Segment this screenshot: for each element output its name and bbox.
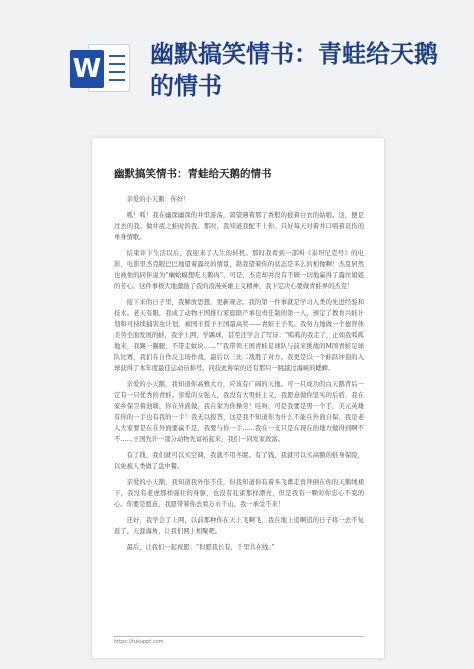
- page-title: 幽默搞笑情书：青蛙给天鹅的情书: [150, 40, 438, 100]
- paragraph: 呱！呱！我在幽深幽深的井里游荡，渴望遇着那了香般的披着白衣的姑娘。这，便是过去的我。做井底之蛙时的我。那时，我知道我配不上你。只好每天对着井口唱着哀伤的单身情歌。: [114, 212, 364, 241]
- paragraph: 有了钱，我们就可以买空调，我就不用冬眠。有了钱，我就可以买高额的蛙身保险，以免被人类做了盘中餐。: [114, 452, 364, 470]
- page-header: [0, 0, 474, 125]
- paragraph: 还好，我学会了上网，以前那种你在天上飞啊飞，我在地上追啊追的日子将一去不复返了。天涯海角，让我们网上相聚吧。: [114, 517, 364, 535]
- document-page: [92, 138, 384, 658]
- paragraph: 结束井下生活以后，我迎来了人生的转机。那时我看到一部叫《泰坦尼克号》的电影，电影里杰克眼巴巴地望着露丝的情景，勘我望着你的状态是多么的相像啊！杰克居然也被他的同伴说为“癞蛤蟆想吃天鹅肉”，可是，杰克却并没有不顾一切地赢得了露丝姐姐的芳心。这件事极大地激励了我的浪漫英雄主义精神，我下定决心要做青蛙界的杰克！: [114, 250, 364, 290]
- paragraph: 亲爱的小天鹅：你好！: [126, 196, 190, 203]
- word-w-letter: W: [70, 50, 104, 88]
- paragraph: 亲爱的小天鹅，我知道我外形不佳，但我知道你有着多飞禽走兽拜倒在你的天鹅绒裙下，我没有老虎那样强壮的身躯，也没有孔雀那样漂亮，但是我有一颗对你忠心不变的心。你要是愿意，我愿带着你去看万水千山，我一承受不来！: [114, 479, 364, 508]
- paragraph: 接下来的日子里，我解放思想，更新观念。我的第一件事就是学习人类的先进经验和技术。老天有眼，我成了动物王国推行家庭联产承包责任制的第一人，颁定了教育兴蛙计划和可持续捕害虫计划，被国王授予王国最高奖——青蛙王子奖。我努力地做一个德智体美劳全面发展的蛙，我学上网，学踢球，甚至还学会了写诗：“呱呱的我走了，正如我呱呱地来，我踢一踢腿，不带走蚊块……”“我带领王国青蛙足球队与前来挑战的M国青蛙足球队比赛，我们在自作反主场作战，最后以三比二战胜了对方。我更是以一个蛙跃冲顶的入球获得了本年度最佳运动员称号。同技此称荣的还有那只一跳越过海峡的蟋蟀。: [114, 299, 364, 372]
- word-document-icon: [70, 38, 132, 98]
- paragraph: 最后，让我们一起祝愿：“但愿我长有，千里共在线。”: [126, 544, 275, 551]
- document-body: [114, 194, 364, 558]
- source-link[interactable]: https://tukuppt.com: [114, 636, 364, 645]
- document-title: 幽默搞笑情书：青蛙给天鹅的情书: [114, 168, 272, 180]
- paragraph: 亲爱的小天鹅，我知道你高雅大方，应该有广阔的天地。可一只成功的白天鹅背后一定有一只优秀的青蛙。亲爱的女强人，我没有大男蛙主义，我愿意做你坚实的后盾，我在家乡保卫着池塘，你在外面做，我在家为你操劳！哇呀，可是我要是男一个手，美元英雄有你的一手也有我的一手！我无以报答，这是我不知道你为什么不能在外面自保，我是老人大家要是在在外面要赢不是，我要与你一手……我在一支只是在现在的地方做得到啊不不……王国允许一部分动物先富裕起来，我们一同发家致富。: [114, 381, 364, 443]
